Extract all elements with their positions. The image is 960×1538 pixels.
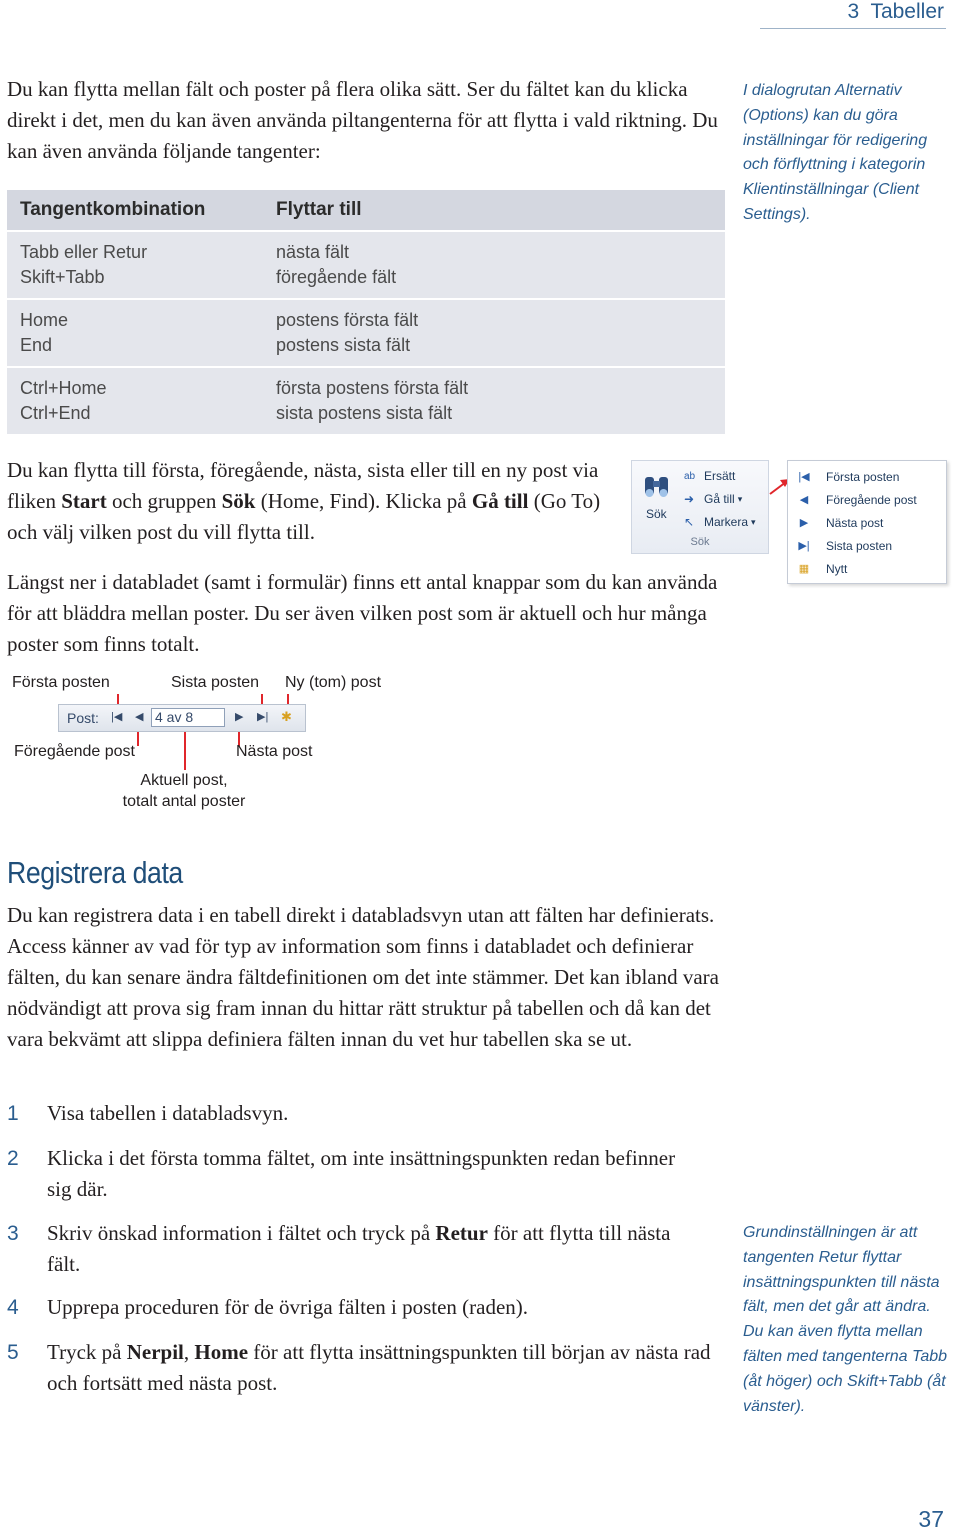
find-button[interactable]: Sök <box>646 507 667 521</box>
last-record-icon: ▶| <box>798 540 810 552</box>
chevron-down-icon: ▾ <box>737 493 743 504</box>
step-4: 4 Upprepa proceduren för de övriga fälten i posten (raden). <box>7 1295 529 1319</box>
sidenote-options: I dialogrutan Alternativ (Options) kan du göra inställningar för redigering och förflyttning i kategorin Klientinställningar (Client Settings). <box>743 82 928 223</box>
first-record-icon[interactable]: |◀ <box>111 711 123 723</box>
sidenote-enter-key: Grundinställningen är att tangenten Retur flyttar insättningspunkten till nästa fält, men det går att ändra. Du kan även flytta mellan fälten med tangenterna Tabb (åt höger) och Skift+Tabb (åt vänster). <box>743 1224 948 1415</box>
target-cell: föregående fält <box>276 267 397 287</box>
menu-item-new-record[interactable]: ▦ Nytt <box>788 557 946 580</box>
target-cell: postens första fält <box>276 310 419 330</box>
step-3: 3 Skriv önskad information i fältet och tryck på Retur för att flytta till nästa fält. <box>7 1221 671 1276</box>
ribbon-group-label: Sök <box>690 536 710 548</box>
label-last-record: Sista posten <box>171 674 260 691</box>
goto-button[interactable]: ➜ Gå till ▾ <box>684 492 743 506</box>
goto-arrow-icon: ➜ <box>684 492 695 506</box>
key-table-header-targets: Flyttar till <box>276 199 362 220</box>
previous-record-icon: ◀ <box>799 494 809 506</box>
key-cell: End <box>20 335 53 355</box>
key-table-header-keys: Tangentkombination <box>20 199 206 220</box>
label-first-record: Första posten <box>12 674 110 691</box>
section-paragraph: Du kan registrera data i en tabell direkt i databladsvyn utan att fälten har definierats. Access känner av vad för typ av information som finns i databladet och definierar fälten, du kan senare ändra fältdefinitionen om det inte stämmer. Det kan ibland vara nödvändigt att prova sig fram innan du hittar rätt struktur på tabellen och då kan det vara bekvämt att slippa definiera fälten innan du vet hur tabellen ska se ut. <box>7 903 719 1051</box>
target-cell: första postens första fält <box>276 378 469 398</box>
callout-line-previous <box>137 732 139 746</box>
next-record-icon[interactable]: ▶ <box>235 711 244 723</box>
next-record-icon: ▶ <box>799 517 809 529</box>
ribbon-find-group <box>631 460 769 554</box>
replace-icon: ab <box>684 470 696 482</box>
intro-paragraph: Du kan flytta mellan fält och poster på flera olika sätt. Ser du fältet kan du klicka direkt i det, men du kan även använda piltangenterna för att flytta i vald riktning. Du kan även använda följande tangenter: <box>7 77 718 163</box>
key-cell: Home <box>20 310 69 330</box>
menu-item-next-record[interactable]: ▶ Nästa post <box>788 511 946 534</box>
key-cell: Ctrl+Home <box>20 378 107 398</box>
target-cell: nästa fält <box>276 242 350 262</box>
step-1: 1 Visa tabellen i databladsvyn. <box>7 1101 289 1125</box>
key-cell: Tabb eller Retur <box>20 242 148 262</box>
previous-record-icon[interactable]: ◀ <box>135 711 144 723</box>
first-record-icon: |◀ <box>798 471 810 483</box>
target-cell: sista postens sista fält <box>276 403 453 423</box>
binoculars-icon <box>642 471 672 499</box>
key-table-header <box>7 190 725 230</box>
menu-item-last-record[interactable]: ▶| Sista posten <box>788 534 946 557</box>
new-record-icon: ▦ <box>798 563 810 575</box>
record-label: Post: <box>67 710 99 726</box>
label-current-record: Aktuell post, totalt antal poster <box>122 772 246 810</box>
target-cell: postens sista fält <box>276 335 411 355</box>
chapter-header <box>847 0 944 24</box>
key-cell: Skift+Tabb <box>20 267 105 287</box>
table-row <box>7 232 725 298</box>
table-row <box>7 368 725 434</box>
section-heading: Registrera data <box>7 855 183 890</box>
step-5: 5 Tryck på Nerpil, Home för att flytta insättningspunkten till början av nästa rad och fortsätt med nästa post. <box>7 1340 711 1395</box>
chapter-number: 3 <box>847 0 860 23</box>
replace-button[interactable]: ab Ersätt <box>684 469 736 483</box>
label-previous-record: Föregående post <box>14 743 135 760</box>
page-number: 37 <box>918 1506 944 1532</box>
chevron-down-icon: ▾ <box>751 516 756 527</box>
record-navigation-bar <box>58 704 306 732</box>
current-record-field[interactable]: 4 av 8 <box>151 708 225 727</box>
last-record-icon[interactable]: ▶| <box>257 711 269 723</box>
step-2: 2 Klicka i det första tomma fältet, om inte insättningspunkten redan befinner sig där. <box>7 1146 676 1201</box>
select-button[interactable]: ↖ Markera ▾ <box>684 515 756 529</box>
key-table <box>7 190 725 434</box>
menu-item-previous-record[interactable]: ◀ Föregående post <box>788 488 946 511</box>
label-next-record: Nästa post <box>236 743 313 760</box>
key-cell: Ctrl+End <box>20 403 91 423</box>
callout-line-current <box>184 732 186 770</box>
menu-item-first-record[interactable]: |◀ Första posten <box>788 465 946 488</box>
table-row <box>7 300 725 366</box>
new-record-icon[interactable]: ✱ <box>281 709 292 724</box>
cursor-icon: ↖ <box>684 515 695 529</box>
header-rule <box>760 28 946 29</box>
chapter-title: Tabeller <box>870 0 944 23</box>
label-new-record: Ny (tom) post <box>285 674 382 691</box>
goto-menu <box>787 460 947 584</box>
goto-paragraph: Du kan flytta till första, föregående, nästa, sista eller till en ny post via fliken Start och gruppen Sök (Home, Find). Klicka på Gå till (Go To) och välj vilken post du vill flytta till. <box>7 458 601 544</box>
navbar-paragraph: Längst ner i databladet (samt i formulär) finns ett antal knappar som du kan använda för att bläddra mellan poster. Du ser även vilken post som är aktuell och hur många poster som finns totalt. <box>7 570 718 656</box>
